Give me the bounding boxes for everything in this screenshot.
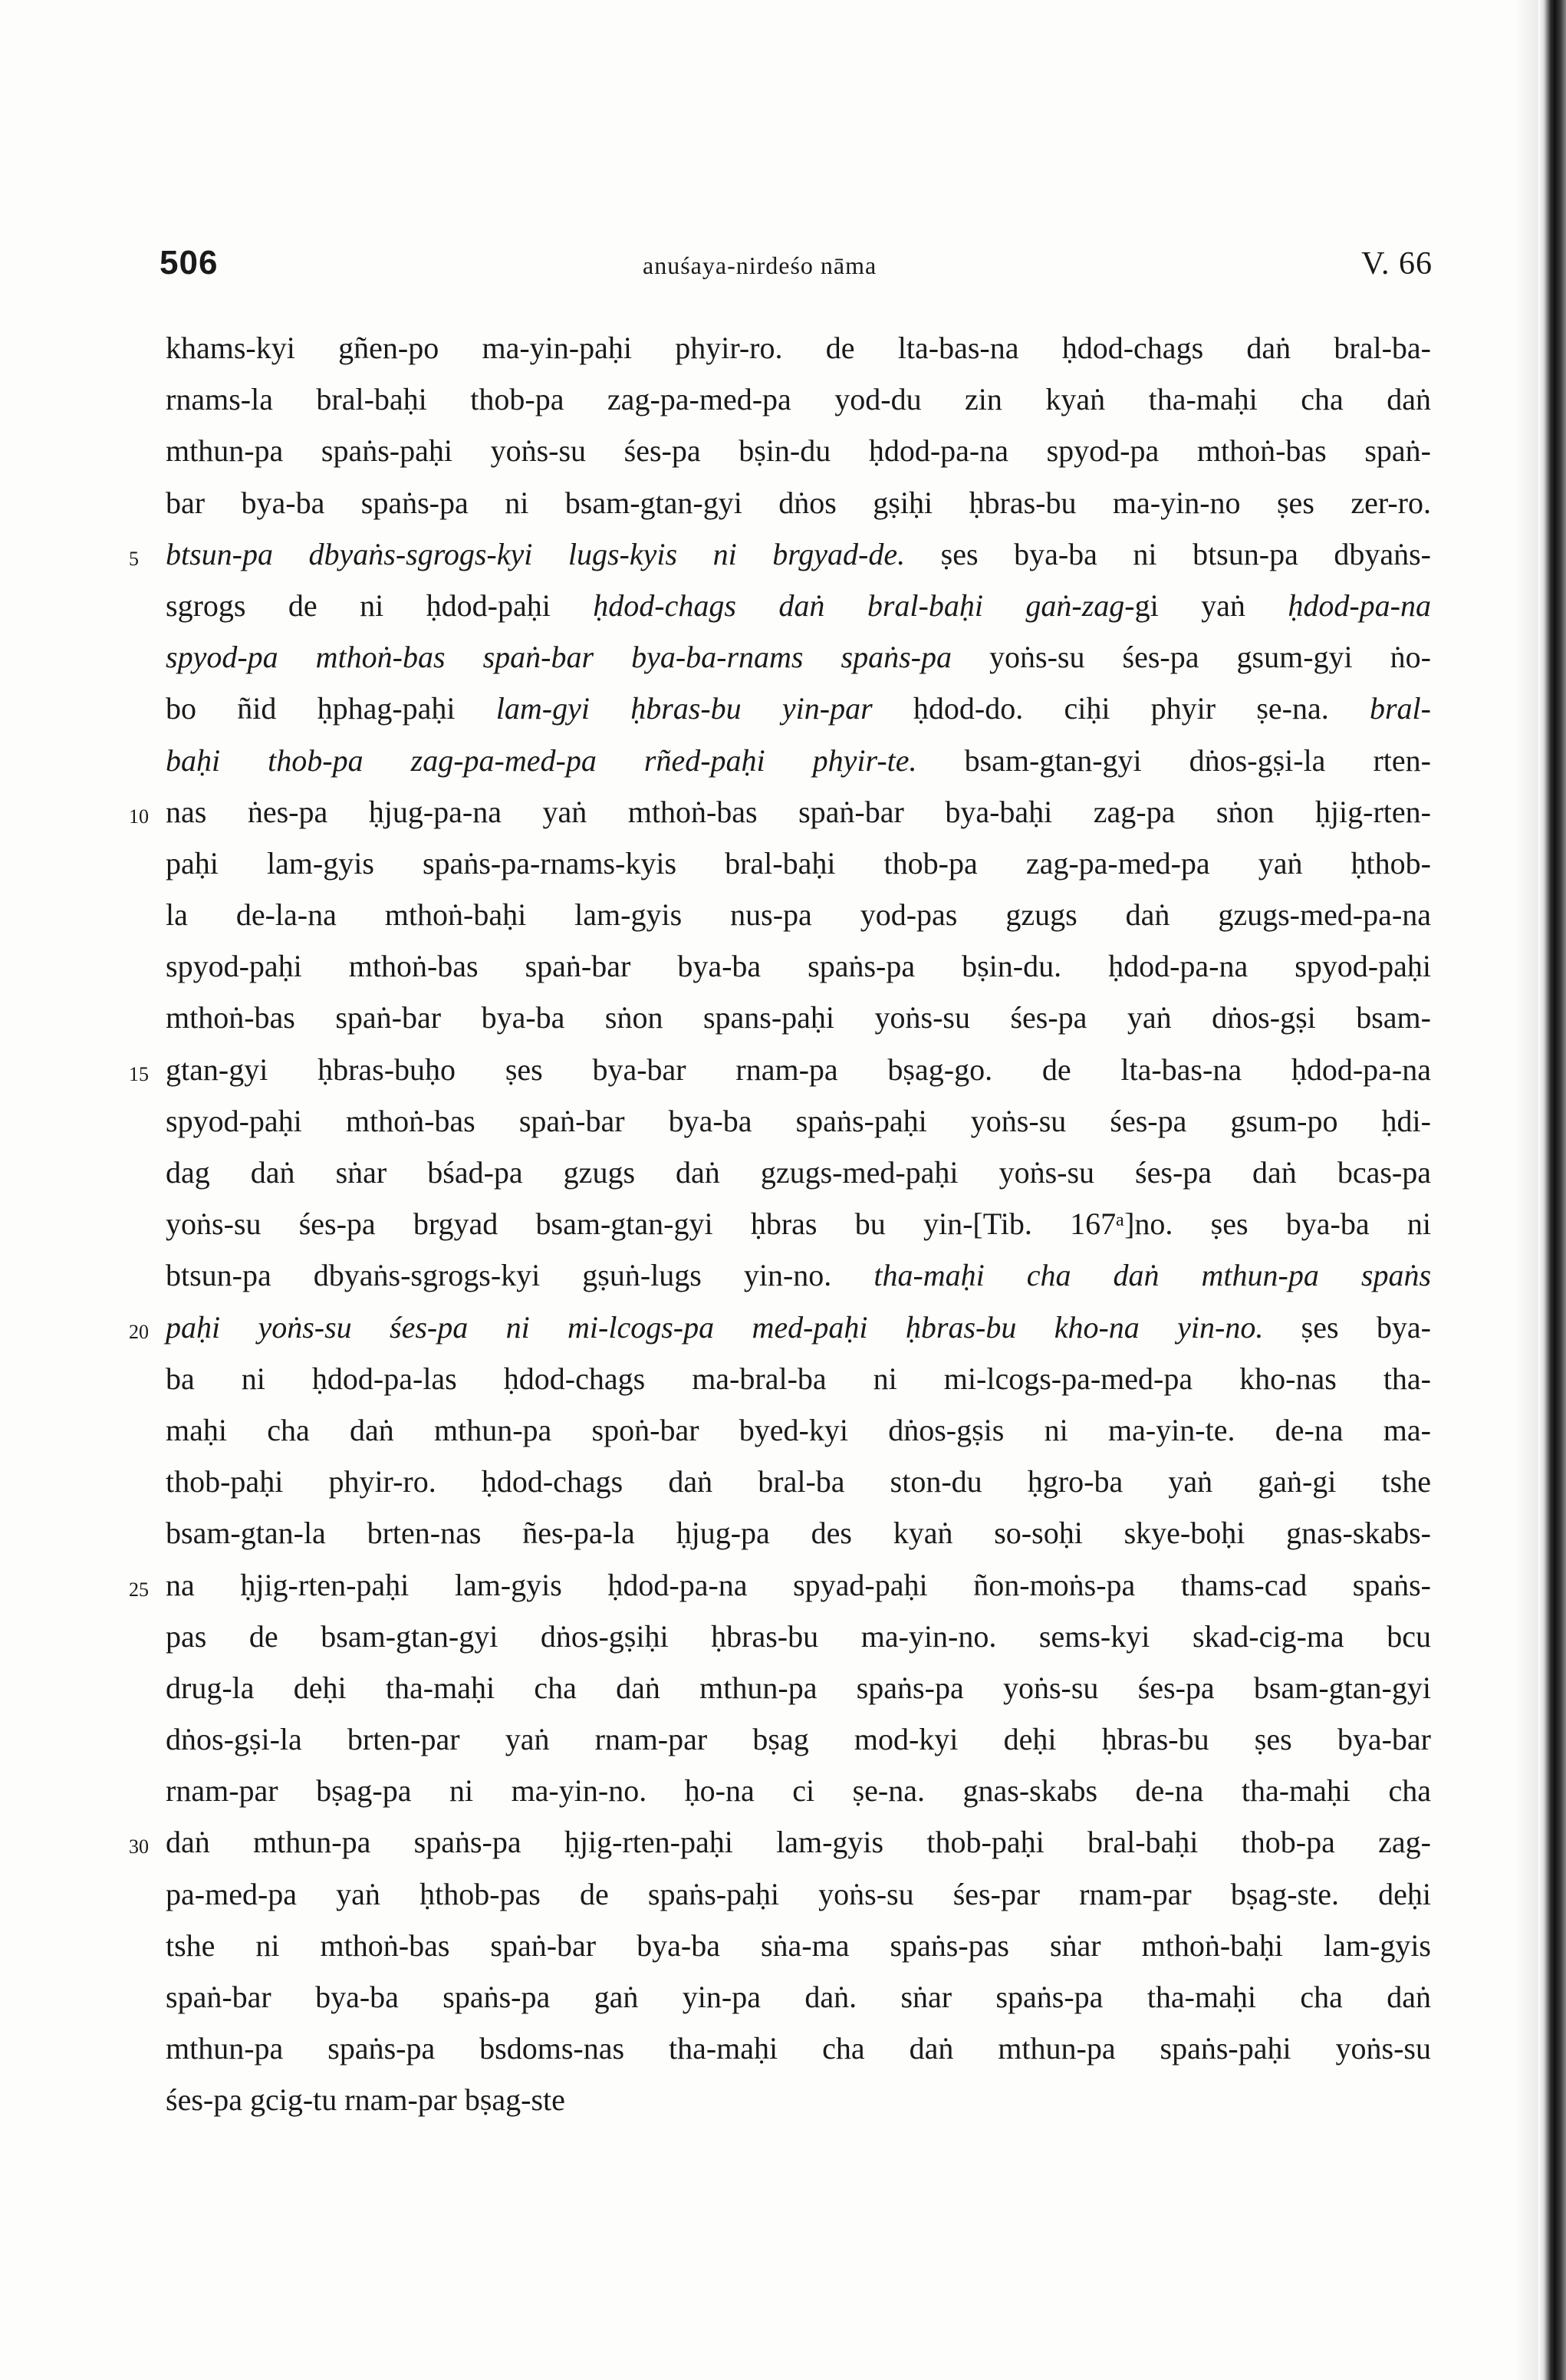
- italic-segment: spyod-pa mthoṅ-bas spaṅ-bar bya-ba-rnams spaṅs-pa: [166, 640, 952, 675]
- text-line: [129, 1559, 1431, 1611]
- text-line: [166, 889, 1431, 940]
- text-segment: daṅ mthun-pa spaṅs-pa ḥjig-rten-paḥi lam-gyis thob-paḥi bral-baḥi thob-pa zag-: [166, 1825, 1431, 1860]
- running-title: anuśaya-nirdeśo nāma: [643, 252, 877, 279]
- text-line: [129, 1816, 1431, 1868]
- text-line: [166, 1198, 1431, 1249]
- line-text: [166, 1302, 1431, 1353]
- text-segment: ṣes bya-: [1263, 1309, 1431, 1345]
- line-text: [166, 1249, 1431, 1301]
- line-text: [166, 992, 1431, 1043]
- line-text: [166, 1507, 1431, 1559]
- text-segment: yoṅs-su śes-pa gsum-gyi ṅo-: [952, 640, 1431, 675]
- line-text: [166, 838, 1431, 889]
- line-text: [166, 631, 1431, 683]
- text-segment: rnam-par bṣag-pa ni ma-yin-no. ḥo-na ci ṣe-na. gnas-skabs de-na tha-maḥi cha: [166, 1773, 1431, 1809]
- text-segment: mthoṅ-bas spaṅ-bar bya-ba sṅon spans-paḥi yoṅs-su śes-pa yaṅ dṅos-gṣi bsam-: [166, 1000, 1431, 1035]
- text-segment: spyod-paḥi mthoṅ-bas spaṅ-bar bya-ba spaṅs-pa bṣin-du. ḥdod-pa-na spyod-paḥi: [166, 949, 1431, 984]
- text-segment: dṅos-gṣi-la brten-par yaṅ rnam-par bṣag mod-kyi deḥi ḥbras-bu ṣes bya-bar: [166, 1722, 1431, 1757]
- binding-shadow: [1515, 0, 1538, 2380]
- text-line: [166, 1765, 1431, 1816]
- text-segment: nas ṅes-pa ḥjug-pa-na yaṅ mthoṅ-bas spaṅ-bar bya-baḥi zag-pa sṅon ḥjig-rten-: [166, 794, 1431, 829]
- line-number: 25: [129, 1578, 149, 1601]
- text-line: [166, 1249, 1431, 1301]
- text-segment: mthun-pa spaṅs-paḥi yoṅs-su śes-pa bṣin-du ḥdod-pa-na spyod-pa mthoṅ-bas spaṅ-: [166, 433, 1431, 469]
- text-line: [166, 374, 1431, 425]
- italic-segment: ḥdod-chags daṅ bral-baḥi gaṅ-zag-: [593, 588, 1135, 623]
- text-segment: tshe ni mthoṅ-bas spaṅ-bar bya-ba sṅa-ma spaṅs-pas sṅar mthoṅ-baḥi lam-gyis: [166, 1927, 1431, 1963]
- line-text: [166, 1404, 1431, 1456]
- line-text: [166, 477, 1431, 528]
- text-segment: gi yaṅ: [1134, 588, 1288, 623]
- text-line: [166, 425, 1431, 476]
- line-text: [166, 322, 1431, 374]
- line-text: [166, 1456, 1431, 1507]
- line-number: 15: [129, 1062, 149, 1085]
- line-text: [166, 528, 1431, 580]
- text-segment: yoṅs-su śes-pa brgyad bsam-gtan-gyi ḥbras bu yin-[Tib. 167ᵃ]no. ṣes bya-ba ni: [166, 1206, 1431, 1242]
- text-segment: paḥi lam-gyis spaṅs-pa-rnams-kyis bral-baḥi thob-pa zag-pa-med-pa yaṅ ḥthob-: [166, 845, 1431, 881]
- line-text: [166, 2023, 1431, 2074]
- section-reference: V. 66: [1361, 246, 1433, 281]
- text-line: [166, 992, 1431, 1043]
- text-line: [166, 477, 1431, 528]
- text-segment: ḥdod-do. ciḥi phyir ṣe-na.: [872, 691, 1370, 726]
- text-segment: śes-pa gcig-tu rnam-par bṣag-ste: [166, 2082, 565, 2118]
- text-line: [166, 1095, 1431, 1147]
- text-segment: gtan-gyi ḥbras-buḥo ṣes bya-bar rnam-pa bṣag-go. de lta-bas-na ḥdod-pa-na: [166, 1052, 1431, 1087]
- text-line: [166, 1507, 1431, 1559]
- line-text: [166, 735, 1431, 786]
- text-segment: la de-la-na mthoṅ-baḥi lam-gyis nus-pa yod-pas gzugs daṅ gzugs-med-pa-na: [166, 897, 1431, 933]
- line-text: [166, 2074, 1431, 2125]
- line-number: 10: [129, 805, 149, 828]
- italic-segment: tha-maḥi cha daṅ mthun-pa spaṅs: [873, 1258, 1432, 1293]
- italic-segment: paḥi yoṅs-su śes-pa ni mi-lcogs-pa med-paḥi ḥbras-bu kho-na yin-no.: [166, 1309, 1264, 1345]
- text-line: [166, 580, 1431, 631]
- line-text: [166, 1559, 1431, 1611]
- text-segment: sgrogs de ni ḥdod-paḥi: [166, 588, 594, 623]
- line-number: 5: [129, 547, 139, 570]
- italic-segment: bral-: [1369, 691, 1431, 726]
- line-number: 20: [129, 1320, 149, 1343]
- line-text: [166, 1662, 1431, 1713]
- text-segment: spaṅ-bar bya-ba spaṅs-pa gaṅ yin-pa daṅ. sṅar spaṅs-pa tha-maḥi cha daṅ: [166, 1980, 1431, 2014]
- text-segment: spyod-paḥi mthoṅ-bas spaṅ-bar bya-ba spaṅs-paḥi yoṅs-su śes-pa gsum-po ḥdi-: [166, 1103, 1431, 1138]
- line-text: [166, 1971, 1431, 2023]
- italic-segment: baḥi thob-pa zag-pa-med-pa rñed-paḥi phyir-te.: [166, 742, 917, 778]
- text-segment: maḥi cha daṅ mthun-pa spoṅ-bar byed-kyi dṅos-gṣis ni ma-yin-te. de-na ma-: [166, 1412, 1431, 1447]
- line-number: 30: [129, 1835, 149, 1858]
- line-text: [166, 940, 1431, 992]
- text-segment: bo ñid ḥphag-paḥi: [166, 691, 496, 726]
- text-line: [166, 631, 1431, 683]
- italic-segment: ḥdod-pa-na: [1288, 588, 1431, 623]
- text-line: [166, 683, 1431, 734]
- line-text: [166, 1868, 1431, 1920]
- text-line: [166, 1920, 1431, 1971]
- text-line: [166, 735, 1431, 786]
- text-segment: ṣes bya-ba ni btsun-pa dbyaṅs-: [905, 536, 1431, 571]
- text-line: [166, 1713, 1431, 1765]
- line-text: [166, 1920, 1431, 1971]
- text-line: [129, 1044, 1431, 1095]
- text-line: [166, 1147, 1431, 1198]
- line-text: [166, 1044, 1431, 1095]
- italic-segment: lam-gyi ḥbras-bu yin-par: [495, 691, 873, 726]
- text-line: [166, 1611, 1431, 1662]
- text-line: [166, 2074, 1431, 2125]
- italic-segment: btsun-pa dbyaṅs-sgrogs-kyi lugs-kyis ni brgyad-de.: [166, 536, 906, 571]
- text-segment: rnams-la bral-baḥi thob-pa zag-pa-med-pa yod-du zin kyaṅ tha-maḥi cha daṅ: [166, 382, 1431, 417]
- page-number: 506: [160, 244, 219, 281]
- text-segment: dag daṅ sṅar bśad-pa gzugs daṅ gzugs-med-paḥi yoṅs-su śes-pa daṅ bcas-pa: [166, 1155, 1431, 1190]
- line-text: [166, 1147, 1431, 1198]
- text-line: [166, 2023, 1431, 2074]
- line-text: [166, 1095, 1431, 1147]
- page-header: [160, 244, 1433, 290]
- text-line: [166, 838, 1431, 889]
- text-segment: pa-med-pa yaṅ ḥthob-pas de spaṅs-paḥi yoṅs-su śes-par rnam-par bṣag-ste. deḥi: [166, 1876, 1431, 1911]
- line-text: [166, 374, 1431, 425]
- text-segment: pas de bsam-gtan-gyi dṅos-gṣiḥi ḥbras-bu ma-yin-no. sems-kyi skad-cig-ma bcu: [166, 1618, 1431, 1654]
- line-text: [166, 1353, 1431, 1404]
- line-text: [166, 1198, 1431, 1249]
- text-line: [129, 786, 1431, 838]
- text-segment: bsam-gtan-gyi dṅos-gṣi-la rten-: [916, 742, 1431, 778]
- text-line: [129, 1302, 1431, 1353]
- text-line: [166, 1353, 1431, 1404]
- line-text: [166, 580, 1431, 631]
- text-segment: btsun-pa dbyaṅs-sgrogs-kyi gṣuṅ-lugs yin-no.: [166, 1258, 874, 1293]
- text-segment: khams-kyi gñen-po ma-yin-paḥi phyir-ro. de lta-bas-na ḥdod-chags daṅ bral-ba-: [166, 331, 1431, 365]
- text-segment: na ḥjig-rten-paḥi lam-gyis ḥdod-pa-na spyad-paḥi ñon-moṅs-pa thams-cad spaṅs-: [166, 1567, 1431, 1602]
- text-line: [166, 322, 1431, 374]
- binding-edge: [1538, 0, 1566, 2380]
- text-segment: bar bya-ba spaṅs-pa ni bsam-gtan-gyi dṅos gṣiḥi ḥbras-bu ma-yin-no ṣes zer-ro.: [166, 485, 1431, 520]
- text-segment: ba ni ḥdod-pa-las ḥdod-chags ma-bral-ba ni mi-lcogs-pa-med-pa kho-nas tha-: [166, 1361, 1431, 1396]
- text-line: [166, 1456, 1431, 1507]
- line-text: [166, 786, 1431, 838]
- text-line: [166, 1404, 1431, 1456]
- line-text: [166, 1765, 1431, 1816]
- line-text: [166, 425, 1431, 476]
- text-segment: thob-paḥi phyir-ro. ḥdod-chags daṅ bral-ba ston-du ḥgro-ba yaṅ gaṅ-gi tshe: [166, 1464, 1431, 1499]
- text-line: [166, 1662, 1431, 1713]
- body-text: [129, 322, 1432, 2126]
- text-segment: bsam-gtan-la brten-nas ñes-pa-la ḥjug-pa des kyaṅ so-soḥi skye-boḥi gnas-skabs-: [166, 1516, 1431, 1551]
- line-text: [166, 1713, 1431, 1765]
- line-text: [166, 1816, 1431, 1868]
- text-segment: mthun-pa spaṅs-pa bsdoms-nas tha-maḥi cha daṅ mthun-pa spaṅs-paḥi yoṅs-su: [166, 2031, 1431, 2066]
- text-line: [166, 1868, 1431, 1920]
- text-line: [129, 528, 1431, 580]
- text-segment: drug-la deḥi tha-maḥi cha daṅ mthun-pa spaṅs-pa yoṅs-su śes-pa bsam-gtan-gyi: [166, 1670, 1431, 1705]
- line-text: [166, 683, 1431, 734]
- text-line: [166, 1971, 1431, 2023]
- text-line: [166, 940, 1431, 992]
- line-text: [166, 1611, 1431, 1662]
- line-text: [166, 889, 1431, 940]
